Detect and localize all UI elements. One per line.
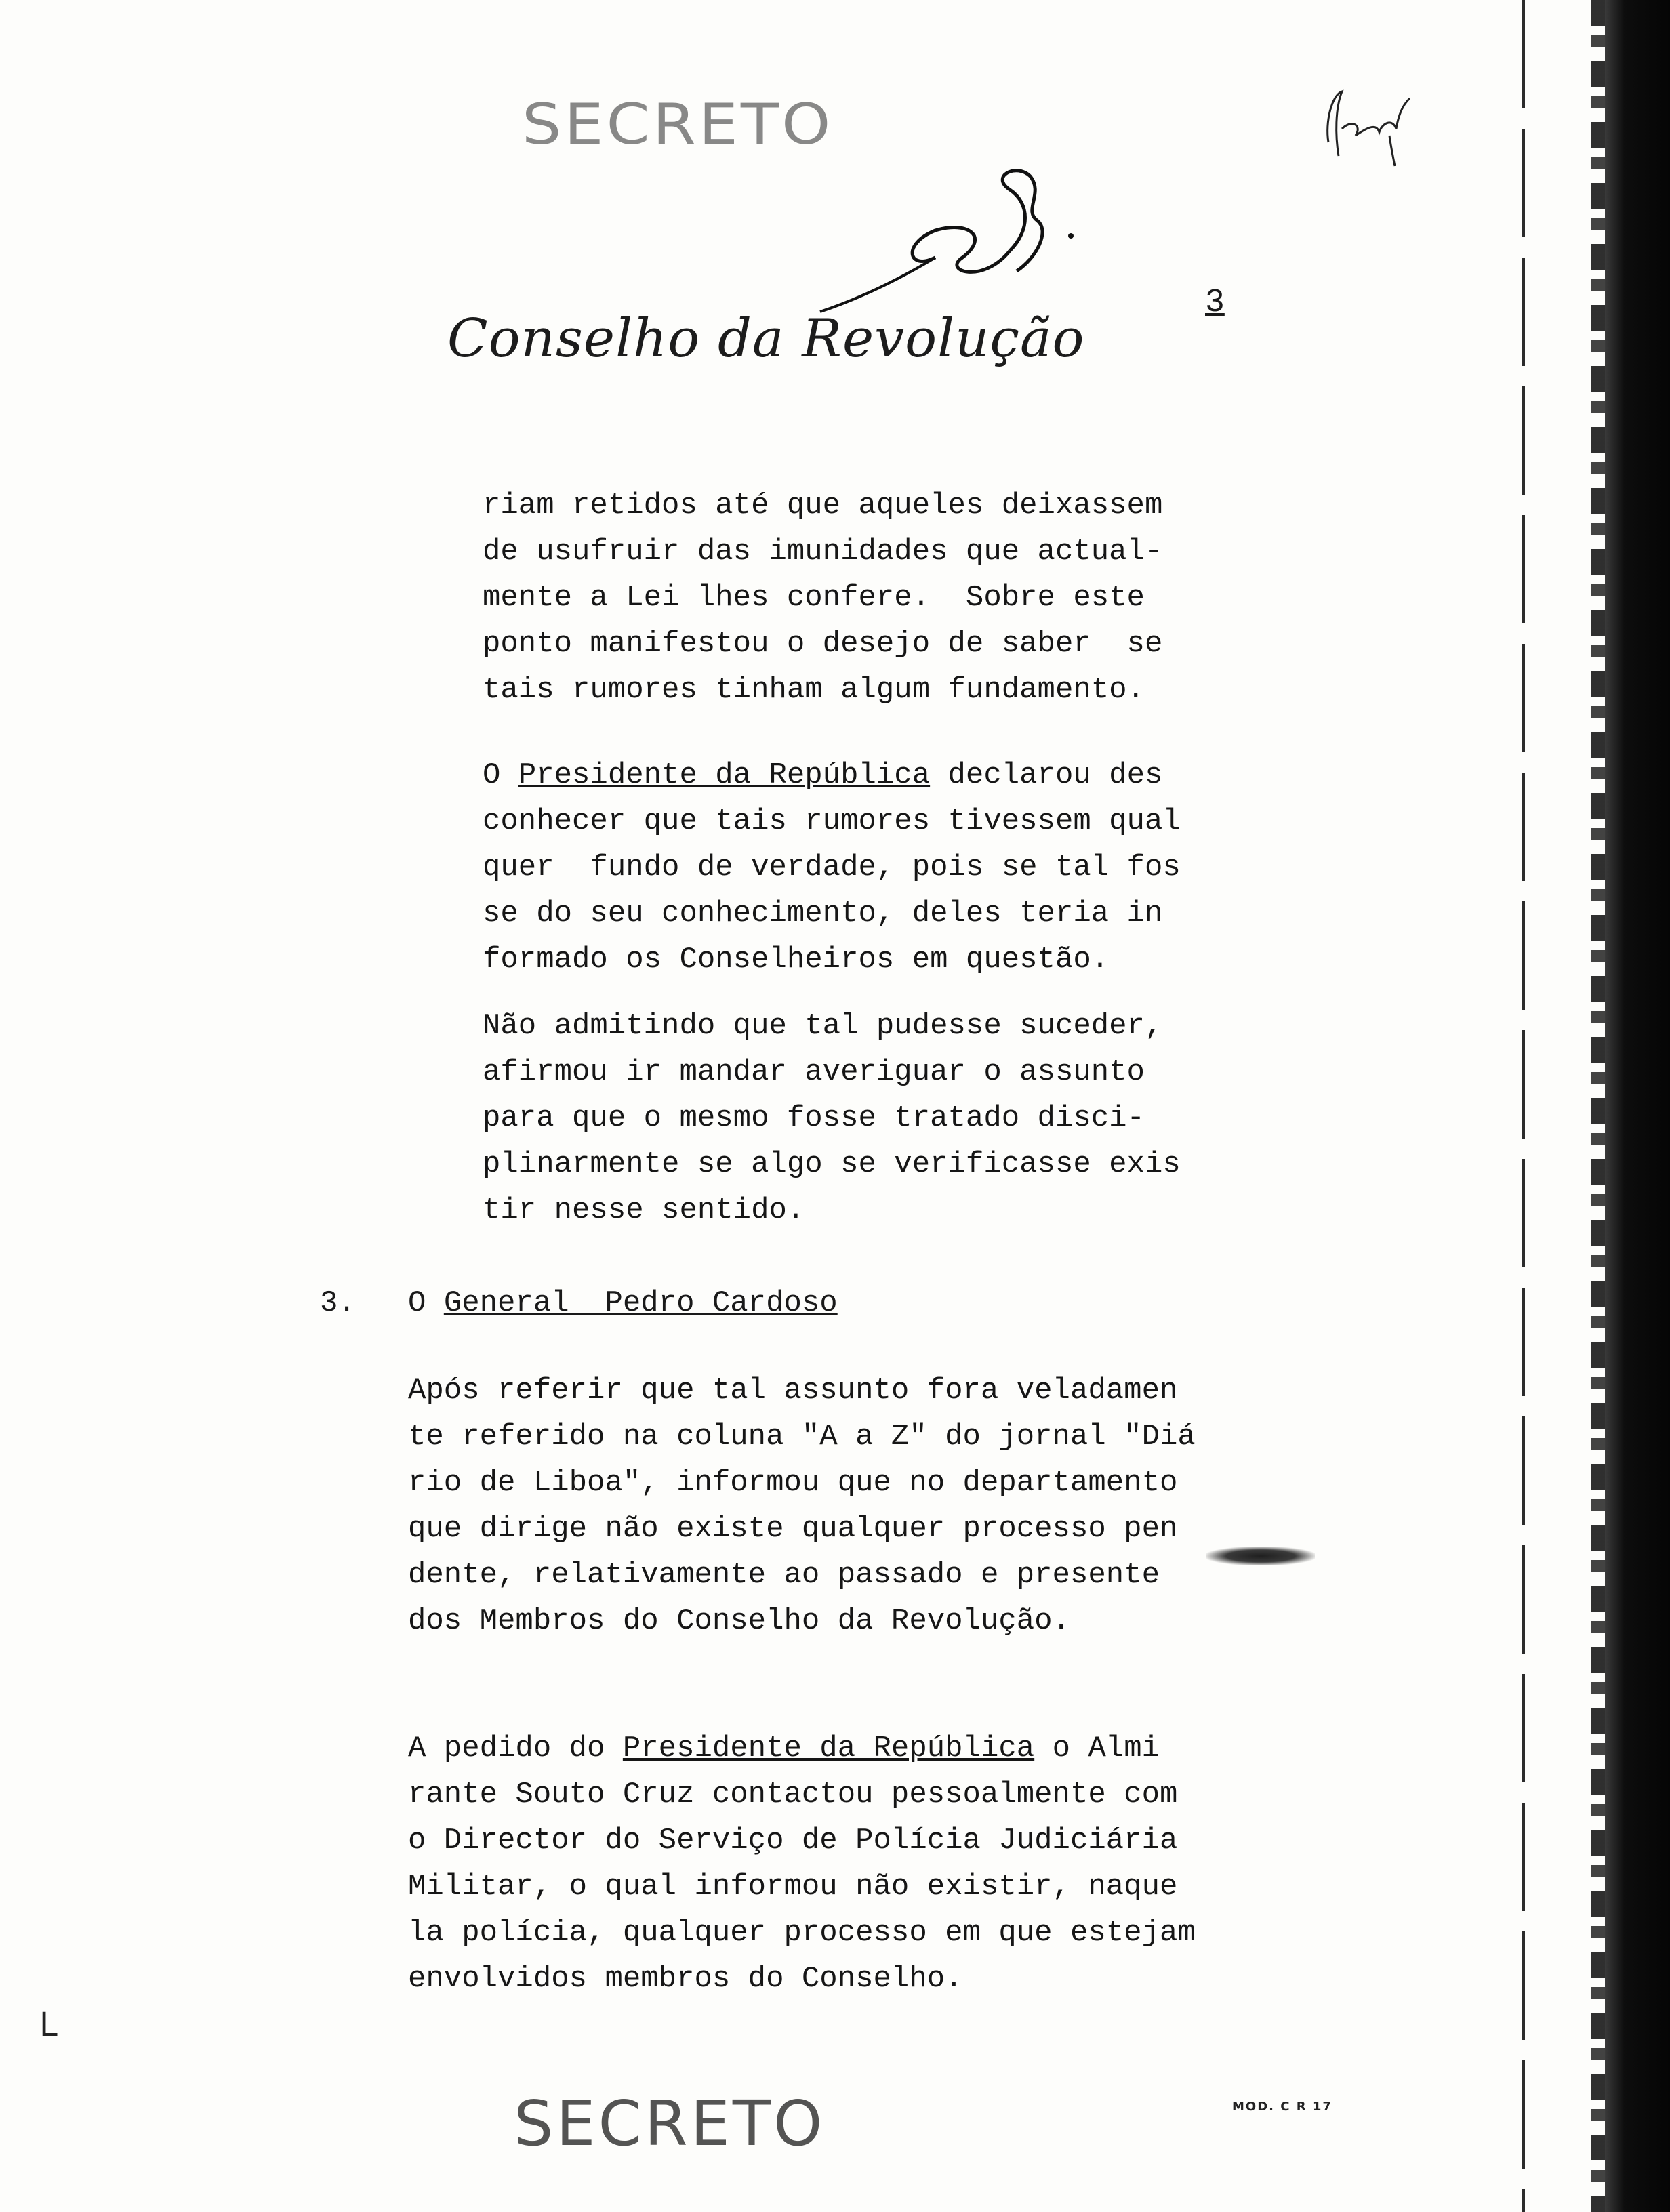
text-span: A pedido do xyxy=(408,1732,623,1765)
text-line: Após referir que tal assunto fora veladamen xyxy=(408,1374,1178,1408)
paragraph-1 xyxy=(483,483,1162,713)
paragraph-5 xyxy=(408,1725,1196,2002)
text-line: rante Souto Cruz contactou pessoalmente com xyxy=(408,1778,1178,1811)
text-line: envolvidos membros do Conselho. xyxy=(408,1962,963,1996)
letterhead-title: Conselho da Revolução xyxy=(447,308,1085,369)
scan-edge-dark xyxy=(1605,0,1670,2212)
text-span: declarou des xyxy=(930,758,1163,792)
underlined-title: Presidente da República xyxy=(622,1732,1035,1765)
text-line: te referido na coluna "A a Z" do jornal "Diá xyxy=(408,1420,1196,1454)
text-line xyxy=(483,752,1181,798)
text-line: afirmou ir mandar averiguar o assunto xyxy=(483,1055,1145,1089)
text-span: o Almi xyxy=(1034,1732,1160,1765)
secret-stamp-top: SECRETO xyxy=(522,91,834,157)
item-prefix: O xyxy=(408,1286,444,1320)
paragraph-4 xyxy=(408,1368,1196,1644)
scan-fold-line xyxy=(1522,0,1525,2212)
text-line: tir nesse sentido. xyxy=(483,1193,805,1227)
text-line: conhecer que tais rumores tivessem qual xyxy=(483,804,1181,838)
secret-stamp-bottom: SECRETO xyxy=(514,2087,826,2160)
text-line: se do seu conhecimento, deles teria in xyxy=(483,897,1163,930)
text-line: la polícia, qualquer processo em que estejam xyxy=(408,1916,1196,1950)
text-line xyxy=(408,1725,1196,1771)
text-line: que dirige não existe qualquer processo pen xyxy=(408,1512,1178,1546)
text-line: plinarmente se algo se verificasse exis xyxy=(483,1147,1181,1181)
handwritten-initials xyxy=(1315,81,1417,176)
text-line: Não admitindo que tal pudesse suceder, xyxy=(483,1009,1163,1043)
text-line: tais rumores tinham algum fundamento. xyxy=(483,673,1145,707)
paragraph-3 xyxy=(483,1003,1181,1233)
ink-smudge xyxy=(1206,1547,1315,1565)
text-line: quer fundo de verdade, pois se tal fos xyxy=(483,851,1181,884)
text-line: de usufruir das imunidades que actual- xyxy=(483,535,1163,569)
text-line: dente, relativamente ao passado e presente xyxy=(408,1558,1160,1592)
item-title: General Pedro Cardoso xyxy=(443,1286,838,1320)
text-line: dos Membros do Conselho da Revolução. xyxy=(408,1604,1070,1638)
item-number: 3. xyxy=(320,1286,356,1320)
text-line: para que o mesmo fosse tratado disci- xyxy=(483,1101,1145,1135)
item-heading xyxy=(408,1286,838,1320)
text-line: formado os Conselheiros em questão. xyxy=(483,943,1109,977)
margin-mark: L xyxy=(39,2006,58,2044)
page-number: 3 xyxy=(1205,285,1225,321)
text-line: rio de Liboa", informou que no departamento xyxy=(408,1466,1178,1500)
paragraph-2 xyxy=(483,752,1181,983)
text-line: o Director do Serviço de Polícia Judiciária xyxy=(408,1824,1178,1858)
text-line: mente a Lei lhes confere. Sobre este xyxy=(483,581,1145,615)
text-line: riam retidos até que aqueles deixassem xyxy=(483,489,1163,523)
text-line: ponto manifestou o desejo de saber se xyxy=(483,627,1163,661)
text-span: O xyxy=(483,758,518,792)
form-code: MOD. C R 17 xyxy=(1232,2100,1332,2114)
underlined-title: Presidente da República xyxy=(518,758,931,792)
signature-mark xyxy=(807,156,1091,332)
text-line: Militar, o qual informou não existir, naque xyxy=(408,1870,1178,1904)
